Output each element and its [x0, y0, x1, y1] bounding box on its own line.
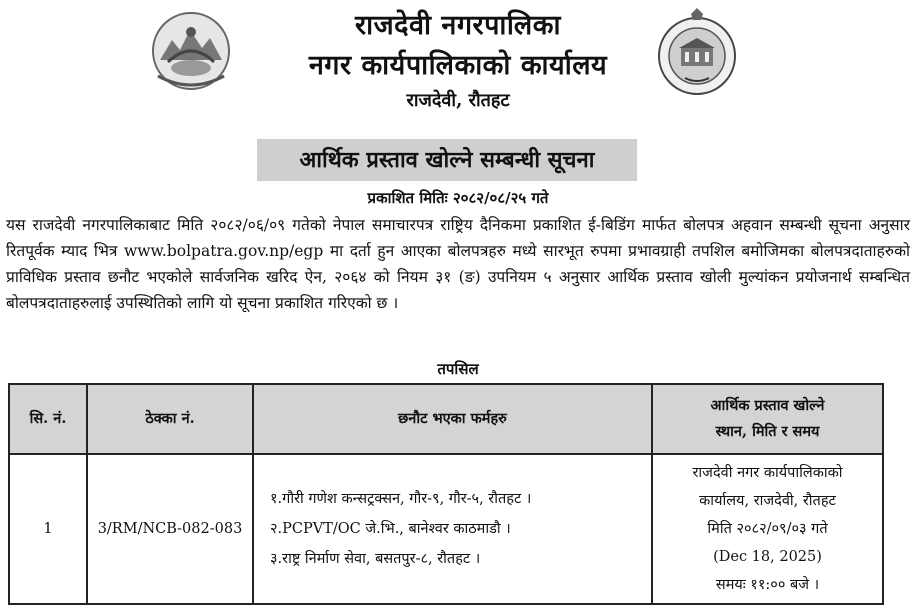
office-location: राजदेवी, रौतहट [406, 90, 510, 111]
table-row [9, 454, 883, 604]
header-contract-no: ठेक्का नं. [87, 384, 253, 454]
opening-time: समयः ११:०० बजे । [715, 577, 820, 593]
opening-place-line: राजदेवी नगर कार्यपालिकाको [692, 465, 843, 481]
firm-item: १.गौरी गणेश कन्सट्रक्सन, गौर-९, गौर-५, रौतहट । [270, 491, 532, 507]
opening-date-ad: (Dec 18, 2025) [713, 549, 822, 565]
bidders-table [8, 383, 884, 605]
opening-date-line: मिति २०८२/०९/०३ गते [707, 521, 828, 537]
header-opening-line2: स्थान, मिति र समय [715, 423, 820, 440]
org-name: राजदेवी नगरपालिका [355, 10, 561, 41]
header-opening [652, 384, 883, 454]
firm-item: ३.राष्ट्र निर्माण सेवा, बसतपुर-८, रौतहट । [270, 551, 481, 567]
cell-contract-no: 3/RM/NCB-082-083 [87, 454, 253, 604]
notice-title: आर्थिक प्रस्ताव खोल्ने सम्बन्धी सूचना [257, 139, 637, 181]
cell-sn: 1 [9, 454, 87, 604]
cell-opening-details [652, 454, 883, 604]
header-firms: छनौट भएका फर्महरु [253, 384, 652, 454]
published-date: प्रकाशित मितिः २०८२/०८/२५ गते [367, 189, 549, 207]
header-opening-line1: आर्थिक प्रस्ताव खोल्ने [710, 397, 825, 414]
office-name: नगर कार्यपालिकाको कार्यालय [308, 50, 608, 81]
header-sn: सि. नं. [9, 384, 87, 454]
cell-firms [253, 454, 652, 604]
firm-item: २.PCPVT/OC जे.भि., बानेश्वर काठमाडौ । [270, 521, 511, 537]
notice-body: यस राजदेवी नगरपालिकाबाट मिति २०८२/०६/०९ गतेको नेपाल समाचारपत्र राष्ट्रिय दैनिकमा प्रकाशित ई-बिडिंग मार्फत बोलपत्र अहवान सम्बन्धी सूचना अनुसार रितपूर्वक म्याद भित्र www.bolpatra.gov.np/egp मा दर्ता हुन आएका बोलपत्रहरु मध्ये सारभूत रुपमा प्रभावग्राही तपशिल बमोजिमका बोलपत्रदाताहरुको प्राविधिक प्रस्ताव छनौट भएकोले सार्वजनिक खरिद ऐन, २०६४ को नियम ३१ (ङ) उपनियम ५ अनुसार आर्थिक प्रस्ताव खोली मुल्यांकन प्रयोजनार्थ सम्बन्धित बोलपत्रदाताहरुलाई उपस्थितिको लागि यो सूचना प्रकाशित गरिएको छ । [6, 216, 910, 312]
letterhead [0, 6, 916, 114]
details-heading: तपसिल [437, 360, 479, 378]
table-header-row [9, 384, 883, 454]
opening-place-line: कार्यालय, राजदेवी, रौतहट [699, 493, 836, 509]
